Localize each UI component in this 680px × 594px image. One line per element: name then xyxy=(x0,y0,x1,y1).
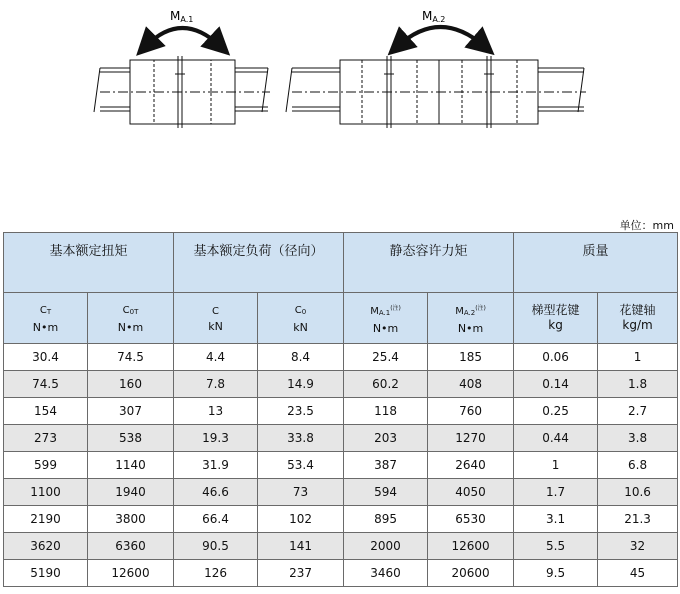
table-cell: 118 xyxy=(344,398,428,425)
table-cell: 1100 xyxy=(4,479,88,506)
table-cell: 12600 xyxy=(88,560,174,587)
table-cell: 408 xyxy=(428,371,514,398)
sub-header-cell: MA.2$^{(注)}$ N•m xyxy=(428,293,514,344)
table-cell: 599 xyxy=(4,452,88,479)
table-row xyxy=(4,344,678,371)
table-row xyxy=(4,533,678,560)
table-cell: 10.6 xyxy=(598,479,678,506)
table-row xyxy=(4,425,678,452)
moment-arrow-right xyxy=(398,27,484,46)
sub-header-cell: C kN xyxy=(174,293,258,344)
spec-table xyxy=(3,232,678,587)
table-cell: 31.9 xyxy=(174,452,258,479)
table-cell: 1940 xyxy=(88,479,174,506)
table-cell: 45 xyxy=(598,560,678,587)
sub-header-cell: C0 kN xyxy=(258,293,344,344)
sub-header-cell: C0T N•m xyxy=(88,293,174,344)
table-cell: 3800 xyxy=(88,506,174,533)
single-nut-figure xyxy=(94,9,270,128)
table-cell: 21.3 xyxy=(598,506,678,533)
table-cell: 5.5 xyxy=(514,533,598,560)
table-cell: 154 xyxy=(4,398,88,425)
table-row xyxy=(4,506,678,533)
table-cell: 12600 xyxy=(428,533,514,560)
table-cell: 141 xyxy=(258,533,344,560)
table-cell: 203 xyxy=(344,425,428,452)
table-row xyxy=(4,560,678,587)
table-cell: 19.3 xyxy=(174,425,258,452)
table-cell: 60.2 xyxy=(344,371,428,398)
table-cell: 0.06 xyxy=(514,344,598,371)
table-cell: 1.7 xyxy=(514,479,598,506)
table-cell: 102 xyxy=(258,506,344,533)
table-cell: 7.8 xyxy=(174,371,258,398)
header-rated-load: 基本额定负荷（径向） xyxy=(174,233,344,293)
table-cell: 3.8 xyxy=(598,425,678,452)
table-cell: 1270 xyxy=(428,425,514,452)
moment-label-right: MA.2 xyxy=(422,9,446,24)
table-cell: 185 xyxy=(428,344,514,371)
table-cell: 2190 xyxy=(4,506,88,533)
table-cell: 66.4 xyxy=(174,506,258,533)
moment-arrow-left xyxy=(146,28,220,46)
table-cell: 126 xyxy=(174,560,258,587)
table-cell: 23.5 xyxy=(258,398,344,425)
header-rated-torque: 基本额定扭矩 xyxy=(4,233,174,293)
moment-label-left: MA.1 xyxy=(170,9,194,24)
table-cell: 1 xyxy=(514,452,598,479)
table-cell: 0.14 xyxy=(514,371,598,398)
table-cell: 2000 xyxy=(344,533,428,560)
table-cell: 73 xyxy=(258,479,344,506)
table-cell: 6360 xyxy=(88,533,174,560)
header-mass: 质量 xyxy=(514,233,678,293)
table-cell: 20600 xyxy=(428,560,514,587)
table-cell: 0.44 xyxy=(514,425,598,452)
table-cell: 25.4 xyxy=(344,344,428,371)
table-row xyxy=(4,398,678,425)
table-cell: 4050 xyxy=(428,479,514,506)
table-body xyxy=(4,344,678,587)
table-cell: 13 xyxy=(174,398,258,425)
table-cell: 1140 xyxy=(88,452,174,479)
table-cell: 895 xyxy=(344,506,428,533)
table-cell: 30.4 xyxy=(4,344,88,371)
table-cell: 6.8 xyxy=(598,452,678,479)
table-cell: 3.1 xyxy=(514,506,598,533)
table-cell: 33.8 xyxy=(258,425,344,452)
moment-diagram xyxy=(0,0,680,140)
table-cell: 594 xyxy=(344,479,428,506)
table-cell: 74.5 xyxy=(88,344,174,371)
table-cell: 4.4 xyxy=(174,344,258,371)
table-cell: 3460 xyxy=(344,560,428,587)
sub-header-cell: CT N•m xyxy=(4,293,88,344)
table-cell: 2.7 xyxy=(598,398,678,425)
table-cell: 74.5 xyxy=(4,371,88,398)
table-cell: 14.9 xyxy=(258,371,344,398)
sub-header-cell: 梯型花键 kg xyxy=(514,293,598,344)
unit-label: 单位：mm xyxy=(619,219,674,232)
table-cell: 160 xyxy=(88,371,174,398)
table-cell: 53.4 xyxy=(258,452,344,479)
table-cell: 273 xyxy=(4,425,88,452)
sub-header-cell: 花键轴 kg/m xyxy=(598,293,678,344)
table-row xyxy=(4,479,678,506)
header-static-moment: 静态容许力矩 xyxy=(344,233,514,293)
table-cell: 5190 xyxy=(4,560,88,587)
sub-header-cell: MA.1$^{(注)}$ N•m xyxy=(344,293,428,344)
table-cell: 32 xyxy=(598,533,678,560)
table-row xyxy=(4,371,678,398)
table-cell: 6530 xyxy=(428,506,514,533)
table-cell: 237 xyxy=(258,560,344,587)
table-cell: 3620 xyxy=(4,533,88,560)
header-group-row xyxy=(4,233,678,293)
table-cell: 46.6 xyxy=(174,479,258,506)
table-cell: 2640 xyxy=(428,452,514,479)
table-row xyxy=(4,452,678,479)
table-cell: 8.4 xyxy=(258,344,344,371)
table-cell: 90.5 xyxy=(174,533,258,560)
table-cell: 538 xyxy=(88,425,174,452)
table-cell: 1 xyxy=(598,344,678,371)
table-cell: 307 xyxy=(88,398,174,425)
sub-header-row xyxy=(4,293,678,344)
table-cell: 760 xyxy=(428,398,514,425)
table-cell: 9.5 xyxy=(514,560,598,587)
table-cell: 387 xyxy=(344,452,428,479)
table-cell: 0.25 xyxy=(514,398,598,425)
double-nut-figure xyxy=(286,9,586,128)
table-cell: 1.8 xyxy=(598,371,678,398)
